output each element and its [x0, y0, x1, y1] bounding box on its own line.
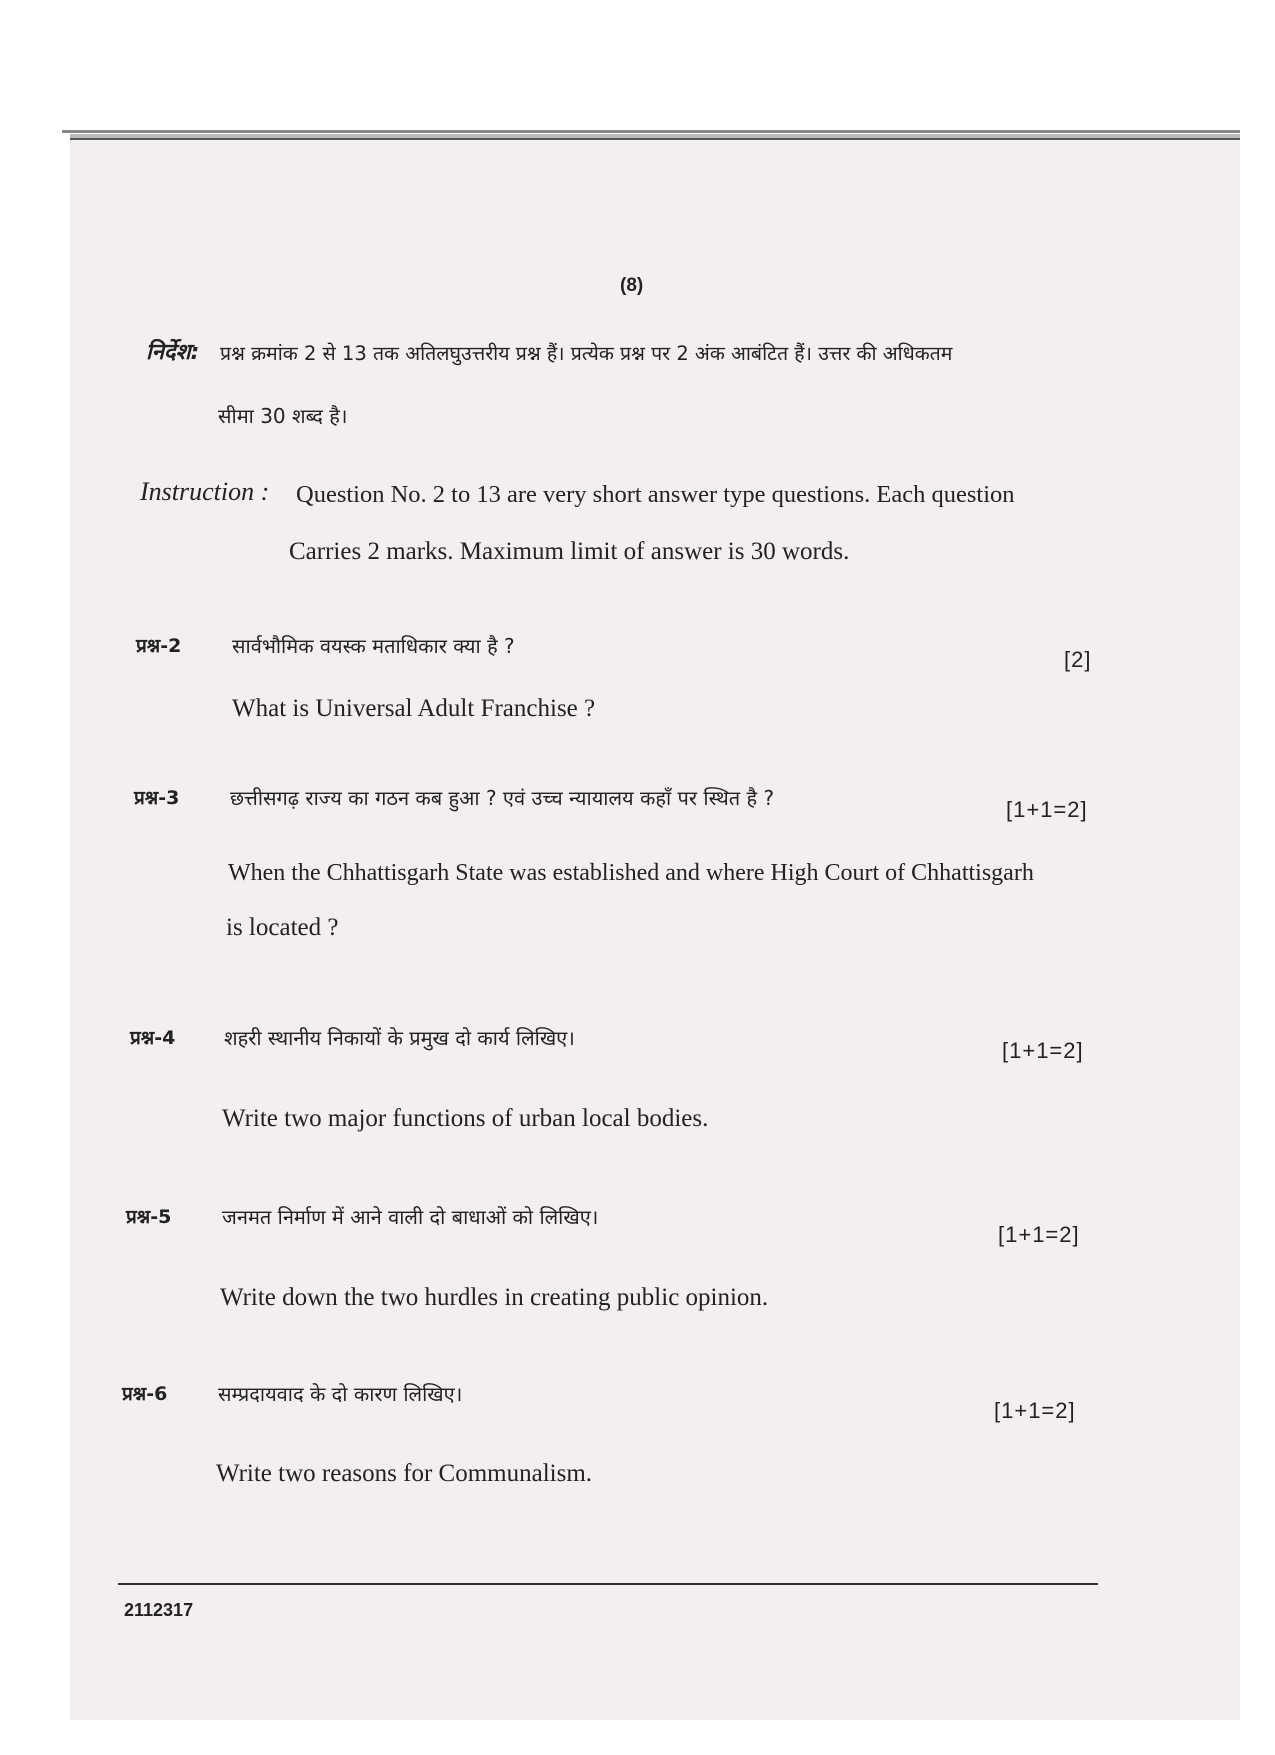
question-hindi: छत्तीसगढ़ राज्य का गठन कब हुआ ? एवं उच्च न्यायालय कहाँ पर स्थित है ? — [230, 786, 775, 810]
question-english: is located ? — [226, 914, 339, 941]
instruction-hindi-line1: प्रश्न क्रमांक 2 से 13 तक अतिलघुउत्तरीय प्रश्न हैं। प्रत्येक प्रश्न पर 2 अंक आबंटित हैं। उत्तर की अधिकतम — [220, 342, 953, 365]
footer-code: 2112317 — [124, 1600, 194, 1620]
question-marks: [1+1=2] — [994, 1398, 1076, 1423]
page-number: (8) — [620, 275, 644, 296]
question-english: Write two major functions of urban local bodies. — [222, 1105, 709, 1132]
question-english: Write down the two hurdles in creating public opinion. — [220, 1284, 769, 1311]
instruction-english-line1: Question No. 2 to 13 are very short answer type questions. Each question — [296, 481, 1015, 508]
question-marks: [1+1=2] — [1006, 797, 1088, 822]
question-label: प्रश्न-3 — [134, 787, 180, 809]
instruction-english-label: Instruction : — [140, 477, 270, 506]
question-label: प्रश्न-5 — [126, 1206, 172, 1228]
question-hindi: शहरी स्थानीय निकायों के प्रमुख दो कार्य लिखिए। — [224, 1026, 575, 1050]
instruction-hindi-line2: सीमा 30 शब्द है। — [218, 404, 348, 428]
question-hindi: सार्वभौमिक वयस्क मताधिकार क्या है ? — [232, 634, 515, 658]
question-english: What is Universal Adult Franchise ? — [232, 695, 596, 722]
question-label: प्रश्न-2 — [136, 635, 182, 657]
question-english: Write two reasons for Communalism. — [216, 1460, 593, 1487]
question-marks: [1+1=2] — [1002, 1038, 1084, 1063]
question-label: प्रश्न-6 — [122, 1383, 168, 1405]
instruction-english-line2: Carries 2 marks. Maximum limit of answer is 30 words. — [289, 538, 850, 565]
instruction-hindi-label: निर्देश: — [146, 340, 200, 365]
question-english: When the Chhattisgarh State was established and where High Court of Chhattisgarh — [228, 860, 1034, 886]
question-label: प्रश्न-4 — [130, 1027, 176, 1049]
question-marks: [2] — [1064, 647, 1092, 672]
question-hindi: जनमत निर्माण में आने वाली दो बाधाओं को लिखिए। — [222, 1205, 599, 1229]
footer-rule — [118, 1583, 1098, 1585]
question-marks: [1+1=2] — [998, 1222, 1080, 1247]
paper-edge — [62, 130, 1240, 133]
question-hindi: सम्प्रदायवाद के दो कारण लिखिए। — [218, 1382, 463, 1406]
